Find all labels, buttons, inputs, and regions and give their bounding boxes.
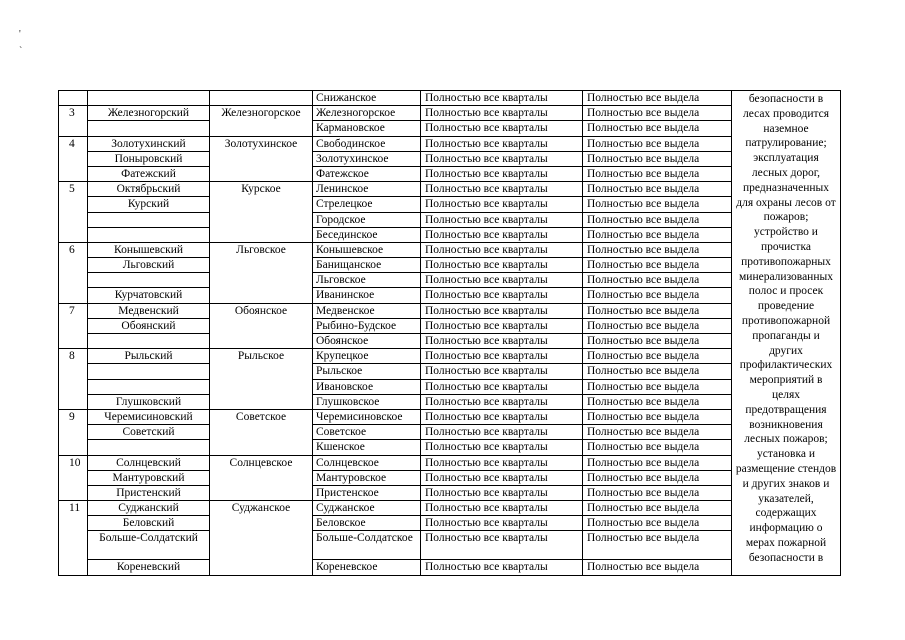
sub-forestry-cell: Городское: [313, 212, 421, 227]
plots-cell: Полностью все выдела: [583, 516, 732, 531]
quarters-cell: Полностью все кварталы: [421, 516, 583, 531]
table-row: [59, 106, 841, 121]
quarters-cell: Полностью все кварталы: [421, 91, 583, 106]
quarters-cell: Полностью все кварталы: [421, 440, 583, 455]
quarters-cell: Полностью все кварталы: [421, 455, 583, 470]
plots-cell: Полностью все выдела: [583, 121, 732, 136]
district-cell: [88, 273, 210, 288]
plots-cell: Полностью все выдела: [583, 394, 732, 409]
plots-cell: Полностью все выдела: [583, 242, 732, 257]
table-row: [59, 288, 841, 303]
plots-cell: Полностью все выдела: [583, 455, 732, 470]
quarters-cell: Полностью все кварталы: [421, 394, 583, 409]
sub-forestry-cell: Золотухинское: [313, 151, 421, 166]
sub-forestry-cell: Глушковское: [313, 394, 421, 409]
table-row: [59, 303, 841, 318]
district-cell: Конышевский: [88, 242, 210, 257]
forestry-cell: Железногорское: [210, 106, 313, 136]
table-row: [59, 318, 841, 333]
quarters-cell: Полностью все кварталы: [421, 349, 583, 364]
district-cell: Золотухинский: [88, 136, 210, 151]
margin-mark-1: ': [19, 29, 21, 40]
district-cell: [88, 227, 210, 242]
quarters-cell: Полностью все кварталы: [421, 318, 583, 333]
district-cell: [88, 379, 210, 394]
table-row: [59, 166, 841, 181]
quarters-cell: Полностью все кварталы: [421, 288, 583, 303]
quarters-cell: Полностью все кварталы: [421, 227, 583, 242]
district-cell: [88, 364, 210, 379]
sub-forestry-cell: Ивановское: [313, 379, 421, 394]
district-cell: Солнцевский: [88, 455, 210, 470]
plots-cell: Полностью все выдела: [583, 273, 732, 288]
quarters-cell: Полностью все кварталы: [421, 151, 583, 166]
row-number-cell: 6: [59, 242, 88, 303]
plots-cell: Полностью все выдела: [583, 182, 732, 197]
plots-cell: Полностью все выдела: [583, 303, 732, 318]
table-row: [59, 560, 841, 575]
district-cell: Октябрьский: [88, 182, 210, 197]
row-number-cell: 7: [59, 303, 88, 349]
plots-cell: Полностью все выдела: [583, 318, 732, 333]
forestry-cell: Золотухинское: [210, 136, 313, 182]
quarters-cell: Полностью все кварталы: [421, 470, 583, 485]
quarters-cell: Полностью все кварталы: [421, 334, 583, 349]
quarters-cell: Полностью все кварталы: [421, 425, 583, 440]
plots-cell: Полностью все выдела: [583, 151, 732, 166]
quarters-cell: Полностью все кварталы: [421, 182, 583, 197]
table-row: [59, 364, 841, 379]
sub-forestry-cell: Медвенское: [313, 303, 421, 318]
plots-cell: Полностью все выдела: [583, 166, 732, 181]
sub-forestry-cell: Больше-Солдатское: [313, 531, 421, 560]
plots-cell: Полностью все выдела: [583, 379, 732, 394]
table-row: [59, 409, 841, 424]
quarters-cell: Полностью все кварталы: [421, 273, 583, 288]
sub-forestry-cell: Кшенское: [313, 440, 421, 455]
district-cell: [88, 440, 210, 455]
district-cell: Рыльский: [88, 349, 210, 364]
sub-forestry-cell: Банищанское: [313, 258, 421, 273]
district-cell: Железногорский: [88, 106, 210, 121]
quarters-cell: Полностью все кварталы: [421, 197, 583, 212]
sub-forestry-cell: Фатежское: [313, 166, 421, 181]
plots-cell: Полностью все выдела: [583, 409, 732, 424]
district-cell: Глушковский: [88, 394, 210, 409]
quarters-cell: Полностью все кварталы: [421, 501, 583, 516]
table-row: [59, 227, 841, 242]
district-cell: Советский: [88, 425, 210, 440]
table-row: [59, 501, 841, 516]
district-cell: Льговский: [88, 258, 210, 273]
district-cell: Обоянский: [88, 318, 210, 333]
plots-cell: Полностью все выдела: [583, 501, 732, 516]
quarters-cell: Полностью все кварталы: [421, 242, 583, 257]
row-number-cell: 5: [59, 182, 88, 243]
forestry-cell: Суджанское: [210, 501, 313, 576]
row-number-cell: [59, 91, 88, 106]
table-row: [59, 197, 841, 212]
fire-safety-measures-cell: безопасности в лесах проводится наземное патрулирование; эксплуатация лесных дорог, предназначенных для охраны лесов от пожаров; устройство и прочистка противопожарных минерализованных полос и просек проведение противопожарной пропаганды и других профилактических мероприятий в целях предотвращения возникновения лесных пожаров; установка и размещение стендов и других знаков и указателей, содержащих информацию о мерах пожарной безопасности в: [732, 91, 841, 576]
table-row: [59, 470, 841, 485]
district-cell: [88, 212, 210, 227]
plots-cell: Полностью все выдела: [583, 425, 732, 440]
sub-forestry-cell: Рыбино-Будское: [313, 318, 421, 333]
plots-cell: Полностью все выдела: [583, 91, 732, 106]
quarters-cell: Полностью все кварталы: [421, 121, 583, 136]
sub-forestry-cell: Стрелецкое: [313, 197, 421, 212]
table-row: [59, 182, 841, 197]
district-cell: Пристенский: [88, 485, 210, 500]
quarters-cell: Полностью все кварталы: [421, 166, 583, 181]
forestry-cell: Рыльское: [210, 349, 313, 410]
forestry-table: [58, 90, 841, 576]
quarters-cell: Полностью все кварталы: [421, 531, 583, 560]
margin-mark-2: `: [19, 46, 23, 57]
row-number-cell: 3: [59, 106, 88, 136]
sub-forestry-cell: Иванинское: [313, 288, 421, 303]
sub-forestry-cell: Суджанское: [313, 501, 421, 516]
row-number-cell: 8: [59, 349, 88, 410]
sub-forestry-cell: Свободинское: [313, 136, 421, 151]
plots-cell: Полностью все выдела: [583, 258, 732, 273]
quarters-cell: Полностью все кварталы: [421, 303, 583, 318]
table-row: [59, 273, 841, 288]
district-cell: Фатежский: [88, 166, 210, 181]
table-row: [59, 121, 841, 136]
plots-cell: Полностью все выдела: [583, 440, 732, 455]
district-cell: Суджанский: [88, 501, 210, 516]
plots-cell: Полностью все выдела: [583, 334, 732, 349]
row-number-cell: 9: [59, 409, 88, 455]
table-row: [59, 334, 841, 349]
district-cell: Больше-Солдатский: [88, 531, 210, 560]
sub-forestry-cell: Снижанское: [313, 91, 421, 106]
sub-forestry-cell: Кореневское: [313, 560, 421, 575]
sub-forestry-cell: Обоянское: [313, 334, 421, 349]
district-cell: Черемисиновский: [88, 409, 210, 424]
row-number-cell: 10: [59, 455, 88, 501]
table-row: [59, 212, 841, 227]
quarters-cell: Полностью все кварталы: [421, 212, 583, 227]
sub-forestry-cell: Крупецкое: [313, 349, 421, 364]
quarters-cell: Полностью все кварталы: [421, 409, 583, 424]
district-cell: Беловский: [88, 516, 210, 531]
table-row: [59, 242, 841, 257]
table-row: [59, 425, 841, 440]
plots-cell: Полностью все выдела: [583, 560, 732, 575]
plots-cell: Полностью все выдела: [583, 212, 732, 227]
quarters-cell: Полностью все кварталы: [421, 485, 583, 500]
table-row: [59, 440, 841, 455]
sub-forestry-cell: Бесединское: [313, 227, 421, 242]
sub-forestry-cell: Льговское: [313, 273, 421, 288]
district-cell: [88, 121, 210, 136]
table-row: [59, 531, 841, 560]
plots-cell: Полностью все выдела: [583, 364, 732, 379]
plots-cell: Полностью все выдела: [583, 470, 732, 485]
row-number-cell: 11: [59, 501, 88, 576]
quarters-cell: Полностью все кварталы: [421, 106, 583, 121]
district-cell: Курчатовский: [88, 288, 210, 303]
quarters-cell: Полностью все кварталы: [421, 560, 583, 575]
sub-forestry-cell: Мантуровское: [313, 470, 421, 485]
plots-cell: Полностью все выдела: [583, 197, 732, 212]
district-cell: Медвенский: [88, 303, 210, 318]
forestry-cell: Советское: [210, 409, 313, 455]
plots-cell: Полностью все выдела: [583, 136, 732, 151]
row-number-cell: 4: [59, 136, 88, 182]
forestry-cell: Льговское: [210, 242, 313, 303]
plots-cell: Полностью все выдела: [583, 227, 732, 242]
table-row: [59, 516, 841, 531]
table-row: [59, 349, 841, 364]
district-cell: Поныровский: [88, 151, 210, 166]
table-row: [59, 136, 841, 151]
district-cell: [88, 334, 210, 349]
quarters-cell: Полностью все кварталы: [421, 136, 583, 151]
sub-forestry-cell: Беловское: [313, 516, 421, 531]
plots-cell: Полностью все выдела: [583, 485, 732, 500]
quarters-cell: Полностью все кварталы: [421, 364, 583, 379]
table-row: [59, 485, 841, 500]
table-row: [59, 258, 841, 273]
sub-forestry-cell: Железногорское: [313, 106, 421, 121]
sub-forestry-cell: Кармановское: [313, 121, 421, 136]
table-row: [59, 379, 841, 394]
table-row: [59, 151, 841, 166]
sub-forestry-cell: Рыльское: [313, 364, 421, 379]
quarters-cell: Полностью все кварталы: [421, 379, 583, 394]
district-cell: Курский: [88, 197, 210, 212]
forestry-cell: Обоянское: [210, 303, 313, 349]
district-cell: [88, 91, 210, 106]
district-cell: Кореневский: [88, 560, 210, 575]
sub-forestry-cell: Солнцевское: [313, 455, 421, 470]
sub-forestry-cell: Черемисиновское: [313, 409, 421, 424]
sub-forestry-cell: Советское: [313, 425, 421, 440]
plots-cell: Полностью все выдела: [583, 288, 732, 303]
table-row: [59, 455, 841, 470]
plots-cell: Полностью все выдела: [583, 531, 732, 560]
plots-cell: Полностью все выдела: [583, 106, 732, 121]
plots-cell: Полностью все выдела: [583, 349, 732, 364]
table-row: [59, 91, 841, 106]
sub-forestry-cell: Конышевское: [313, 242, 421, 257]
quarters-cell: Полностью все кварталы: [421, 258, 583, 273]
forestry-cell: [210, 91, 313, 106]
district-cell: Мантуровский: [88, 470, 210, 485]
forestry-cell: Курское: [210, 182, 313, 243]
table-row: [59, 394, 841, 409]
sub-forestry-cell: Пристенское: [313, 485, 421, 500]
forestry-cell: Солнцевское: [210, 455, 313, 501]
sub-forestry-cell: Ленинское: [313, 182, 421, 197]
